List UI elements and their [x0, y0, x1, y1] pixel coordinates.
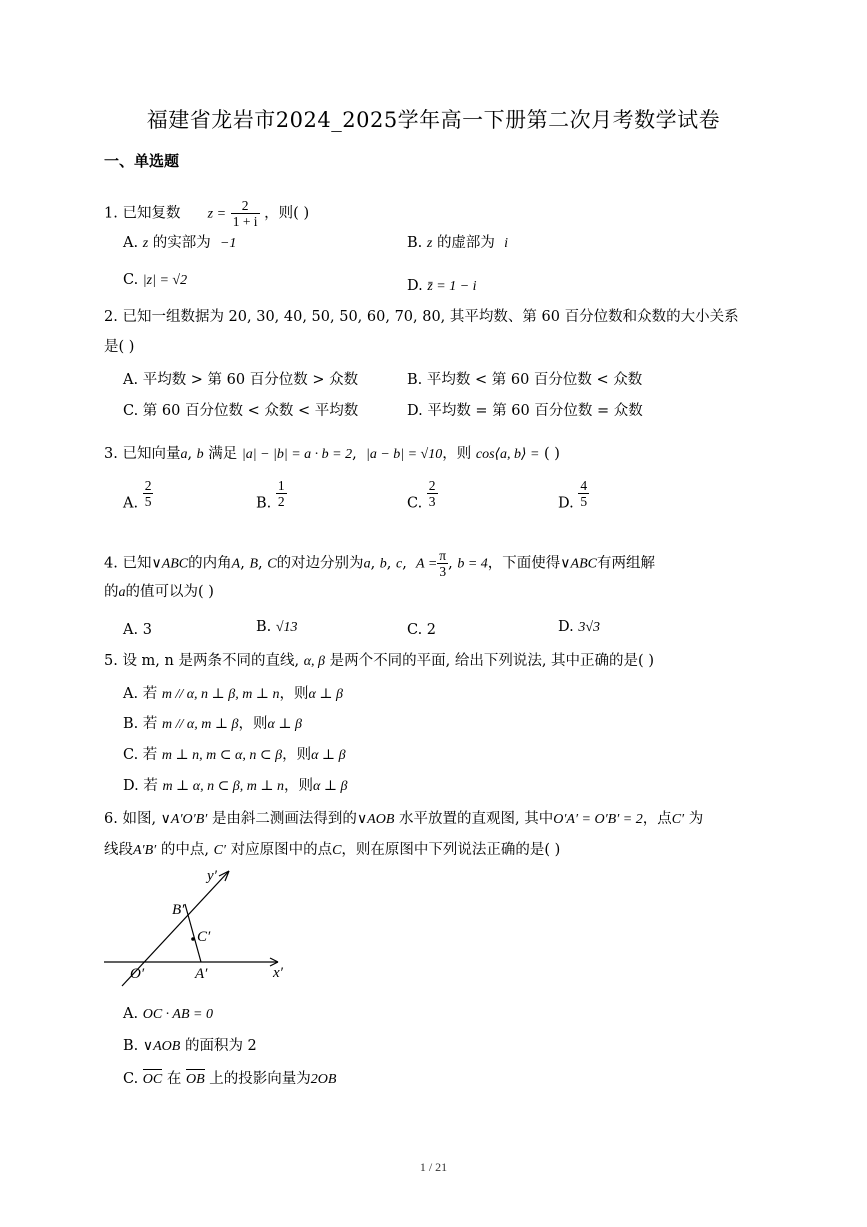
q1-option-a: A. z 的实部为 −1: [123, 235, 237, 251]
q5-option-c: C. 若 m ⊥ n, m ⊂ α, n ⊂ β，则α ⊥ β: [123, 747, 346, 763]
label-a: A′: [195, 966, 208, 982]
q2-option-a: A. 平均数 > 第 60 百分位数 > 众数: [123, 372, 359, 388]
q1-option-c: C. |z| = √2: [123, 272, 188, 288]
q6-option-c: C. OC 在 OB 上的投影向量为2OB: [123, 1069, 336, 1090]
question-5-stem: 5. 设 m, n 是两条不同的直线, α, β 是两个不同的平面, 给出下列说法, 其中正确的是( ): [104, 653, 654, 669]
q4-option-c: C. 2: [407, 622, 437, 638]
question-4-line-1: 4. 已知∨ABC的内角A, B, C的对边分别为a, b, c, A = $\frac{\pi}{3}$ , b = 4，下面使得∨ABC有两组解: [104, 548, 655, 579]
q3-option-d: D. $\frac{4}{5}$: [558, 478, 588, 512]
label-o: O′: [130, 966, 145, 982]
q1-fraction: $\frac{2}{1 + i}$: [232, 198, 258, 229]
q5-option-d: D. 若 m ⊥ α, n ⊂ β, m ⊥ n，则α ⊥ β: [123, 778, 348, 794]
section-heading: 一、单选题: [104, 152, 180, 170]
q3-option-b: B. $\frac{1}{2}$: [256, 478, 285, 512]
q6-geometry-figure: [100, 864, 290, 992]
document-title: 福建省龙岩市2024_2025学年高一下册第二次月考数学试卷: [146, 108, 721, 132]
question-6-line-1: 6. 如图, ∨A′O′B′ 是由斜二测画法得到的∨AOB 水平放置的直观图, 其中O′A′ = O′B′ = 2，点C′ 为: [104, 811, 704, 827]
q4-option-d: D. 3√3: [558, 619, 601, 635]
page-number: 1 / 21: [419, 1160, 448, 1174]
label-y: y′: [207, 868, 217, 884]
q4-option-b: B. √13: [256, 619, 298, 635]
q1-option-d: D. z̄ = 1 − i: [407, 278, 477, 294]
question-3-stem: 3. 已知向量a, b 满足 |a| − |b| = a · b = 2, |a − b| = √10，则 cos⟨a, b⟩ = ( ): [104, 446, 560, 462]
q2-option-d: D. 平均数 = 第 60 百分位数 = 众数: [407, 403, 643, 419]
question-2-line-2: 是( ): [104, 339, 135, 355]
q6-option-a: A. OC · AB = 0: [123, 1006, 213, 1022]
q3-option-c: C. $\frac{2}{3}$: [407, 478, 436, 512]
q5-option-b: B. 若 m // α, m ⊥ β，则α ⊥ β: [123, 716, 302, 732]
question-6-line-2: 线段A′B′ 的中点, C′ 对应原图中的点C，则在原图中下列说法正确的是( ): [104, 842, 561, 858]
q4-option-a: A. 3: [123, 622, 152, 638]
q5-option-a: A. 若 m // α, n ⊥ β, m ⊥ n，则α ⊥ β: [123, 686, 343, 702]
q1-option-b: B. z 的虚部为 i: [407, 235, 509, 251]
midpoint-c-dot: [191, 937, 195, 941]
question-1-stem: 1. 已知复数 z = $\frac{2}{1 + i}$ ，则( ): [104, 198, 310, 229]
q6-option-b: B. ∨AOB 的面积为 2: [123, 1038, 257, 1054]
label-x: x′: [273, 965, 283, 981]
q3-option-a: A. $\frac{2}{5}$: [123, 478, 152, 512]
q2-option-b: B. 平均数 < 第 60 百分位数 < 众数: [407, 372, 643, 388]
label-c: C′: [197, 929, 211, 945]
label-b: B′: [172, 902, 185, 918]
question-4-line-2: 的a的值可以为( ): [104, 584, 214, 600]
q2-option-c: C. 第 60 百分位数 < 众数 < 平均数: [123, 403, 359, 419]
question-2-line-1: 2. 已知一组数据为 20, 30, 40, 50, 50, 60, 70, 80, 其平均数、第 60 百分位数和众数的大小关系: [104, 309, 739, 325]
